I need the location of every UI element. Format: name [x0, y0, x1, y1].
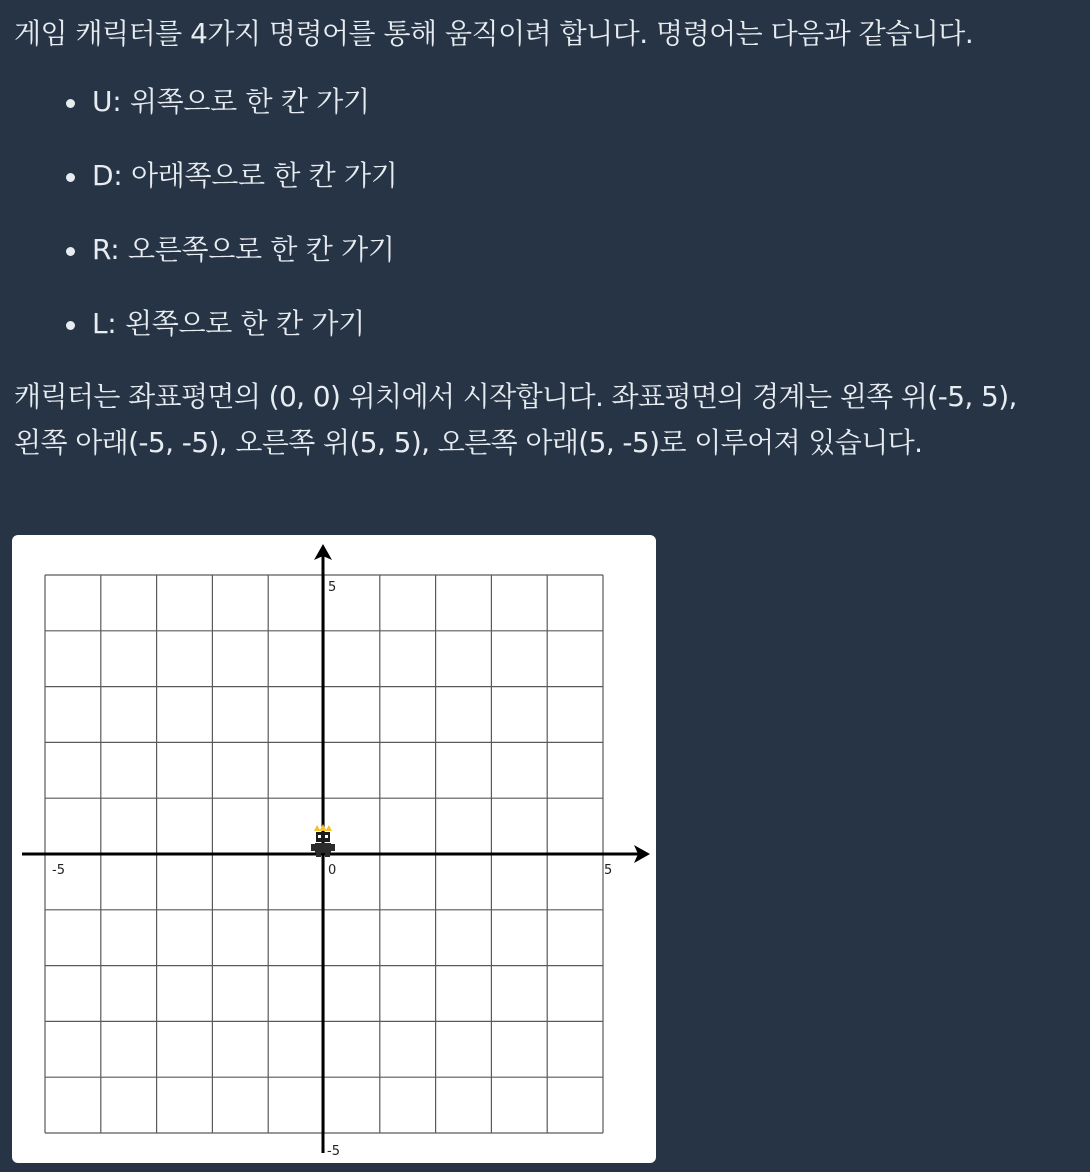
command-down-text: D: 아래쪽으로 한 칸 가기 — [92, 159, 398, 192]
list-item — [66, 230, 1076, 270]
command-left-text: L: 왼쪽으로 한 칸 가기 — [92, 307, 365, 340]
intro-text: 게임 캐릭터를 4가지 명령어를 통해 움직이려 합니다. 명령어는 다음과 같습니다. — [14, 17, 974, 50]
y-min-label: -5 — [327, 1144, 340, 1159]
bullet-icon — [66, 99, 75, 108]
coordinate-plane-svg — [12, 535, 656, 1163]
bullet-icon — [66, 321, 75, 330]
command-right-text: R: 오른쪽으로 한 칸 가기 — [92, 233, 395, 266]
bullet-icon — [66, 247, 75, 256]
list-item — [66, 82, 1076, 122]
command-list — [14, 82, 1076, 344]
description-text: 캐릭터는 좌표평면의 (0, 0) 위치에서 시작합니다. 좌표평면의 경계는 왼쪽 위(-5, 5), 왼쪽 아래(-5, -5), 오른쪽 위(5, 5), 오른쪽 아래(5, -5)로 이루어져 있습니다. — [14, 380, 1017, 459]
bullet-icon — [66, 173, 75, 182]
y-max-label: 5 — [328, 580, 337, 595]
command-up-text: U: 위쪽으로 한 칸 가기 — [92, 85, 370, 118]
axes — [22, 544, 650, 1153]
list-item — [66, 304, 1076, 344]
list-item — [66, 156, 1076, 196]
origin-label: 0 — [328, 863, 337, 878]
x-max-label: 5 — [604, 863, 613, 878]
robot-character-icon — [311, 824, 335, 857]
problem-content — [14, 0, 1076, 466]
coordinate-plane-figure — [12, 535, 656, 1163]
x-min-label: -5 — [52, 863, 65, 878]
